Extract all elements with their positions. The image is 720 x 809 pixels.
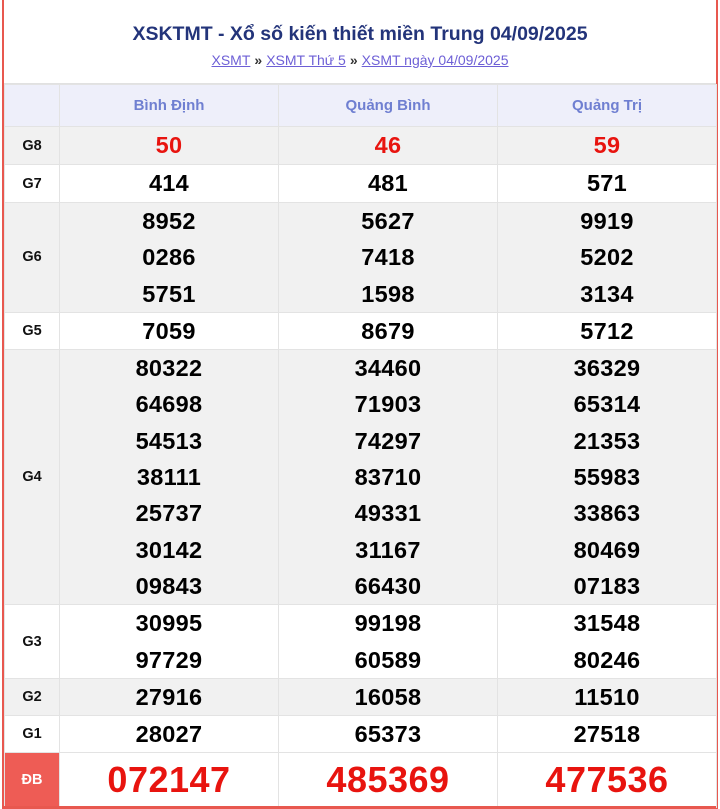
result-number: 65314 (573, 391, 641, 418)
prize-label-g7: G7 (5, 165, 60, 203)
result-number: 09843 (135, 572, 203, 599)
result-number: 38111 (136, 464, 202, 491)
breadcrumb-separator: » (254, 52, 263, 68)
result-number: 3134 (580, 280, 634, 307)
result-number: 5202 (580, 244, 634, 271)
breadcrumb (4, 51, 716, 69)
result-number: 5627 (361, 208, 415, 234)
result-number: 0286 (142, 244, 196, 271)
special-prize-number: 072147 (107, 759, 231, 801)
prize-row-g3 (5, 605, 717, 679)
prize-row-g7 (5, 165, 717, 203)
prize-row-g6 (5, 203, 717, 313)
province-header-quang-tri: Quảng Trị (498, 85, 717, 127)
result-cell (60, 312, 279, 349)
prize-label-g8: G8 (5, 127, 60, 165)
result-number: 5751 (142, 280, 196, 307)
province-header-binh-dinh: Bình Định (60, 85, 279, 127)
result-number: 27916 (135, 683, 203, 710)
province-header-row (5, 85, 717, 127)
result-cell (279, 605, 498, 679)
result-number: 34460 (354, 355, 422, 382)
prize-label-g1: G1 (5, 716, 60, 753)
result-number: 571 (586, 170, 628, 197)
result-number: 16058 (354, 683, 422, 710)
result-number: 66430 (354, 572, 422, 599)
result-cell (279, 716, 498, 753)
result-cell (498, 127, 717, 165)
result-number: 33863 (573, 500, 641, 527)
result-cell (498, 716, 717, 753)
result-number: 64698 (135, 391, 203, 418)
result-number: 46 (374, 132, 402, 159)
result-number: 97729 (135, 646, 203, 673)
result-number: 59 (593, 132, 621, 159)
result-number: 11510 (574, 683, 640, 710)
result-cell (279, 203, 498, 313)
breadcrumb-link-xsmt[interactable]: XSMT (211, 52, 251, 68)
result-number: 27518 (573, 721, 641, 748)
result-number: 31548 (573, 610, 641, 637)
result-number: 54513 (135, 427, 203, 454)
special-prize-number: 477536 (545, 759, 669, 801)
results-table (4, 84, 717, 808)
result-number: 80246 (573, 646, 641, 673)
prize-row-g1 (5, 716, 717, 753)
result-cell (279, 312, 498, 349)
result-cell (498, 165, 717, 203)
result-number: 25737 (135, 500, 203, 527)
result-cell (279, 753, 498, 808)
result-cell (498, 203, 717, 313)
breadcrumb-link-xsmt-thu-5[interactable]: XSMT Thứ 5 (266, 52, 346, 68)
result-number: 71903 (354, 391, 422, 418)
prize-label-g5: G5 (5, 312, 60, 349)
result-number: 80469 (573, 536, 641, 563)
result-cell (498, 753, 717, 808)
special-prize-number: 485369 (326, 759, 450, 801)
result-number: 1598 (361, 280, 415, 307)
result-number: 8679 (361, 317, 415, 344)
prize-row-g2 (5, 678, 717, 715)
result-number: 83710 (354, 464, 422, 491)
result-number: 5712 (580, 317, 634, 344)
result-cell (60, 678, 279, 715)
result-number: 99198 (354, 610, 422, 637)
prize-row-special (5, 753, 717, 808)
page-title: XSKTMT - Xổ số kiến thiết miền Trung 04/09/2025 (132, 23, 588, 45)
result-number: 481 (367, 170, 409, 197)
prize-label-g3: G3 (5, 605, 60, 679)
result-cell (60, 605, 279, 679)
result-cell (498, 312, 717, 349)
result-number: 55983 (573, 464, 641, 491)
result-number: 414 (148, 170, 190, 197)
result-number: 80322 (135, 355, 203, 382)
result-cell (60, 753, 279, 808)
result-cell (60, 127, 279, 165)
result-cell (498, 605, 717, 679)
result-number: 28027 (135, 721, 203, 748)
result-cell (279, 165, 498, 203)
result-cell (498, 350, 717, 605)
result-cell (279, 678, 498, 715)
result-number: 60589 (354, 646, 422, 673)
prize-row-g5 (5, 312, 717, 349)
result-cell (279, 127, 498, 165)
results-panel (2, 0, 718, 809)
result-cell (60, 165, 279, 203)
province-header-quang-binh: Quảng Bình (279, 85, 498, 127)
prize-label-g2: G2 (5, 678, 60, 715)
result-number: 21353 (573, 427, 641, 454)
result-number: 31167 (355, 536, 421, 563)
result-number: 49331 (354, 500, 422, 527)
result-cell (279, 350, 498, 605)
result-cell (60, 350, 279, 605)
result-number: 65373 (354, 721, 422, 748)
prize-label-special: ĐB (5, 753, 60, 808)
result-number: 36329 (573, 355, 641, 382)
result-number: 74297 (354, 427, 422, 454)
result-cell (60, 203, 279, 313)
results-header (4, 0, 716, 84)
result-number: 7059 (142, 317, 196, 344)
result-number: 7418 (361, 244, 415, 271)
prize-row-g8 (5, 127, 717, 165)
breadcrumb-link-xsmt-date[interactable]: XSMT ngày 04/09/2025 (361, 52, 509, 68)
result-cell (498, 678, 717, 715)
prize-row-g4 (5, 350, 717, 605)
result-number: 50 (155, 132, 183, 159)
result-number: 8952 (142, 208, 196, 234)
result-number: 30995 (135, 610, 203, 637)
prize-label-g6: G6 (5, 203, 60, 313)
header-corner-cell (5, 85, 60, 127)
breadcrumb-separator: » (349, 52, 358, 68)
result-number: 07183 (573, 572, 641, 599)
prize-label-g4: G4 (5, 350, 60, 605)
result-number: 9919 (580, 208, 634, 234)
result-cell (60, 716, 279, 753)
result-number: 30142 (135, 536, 203, 563)
